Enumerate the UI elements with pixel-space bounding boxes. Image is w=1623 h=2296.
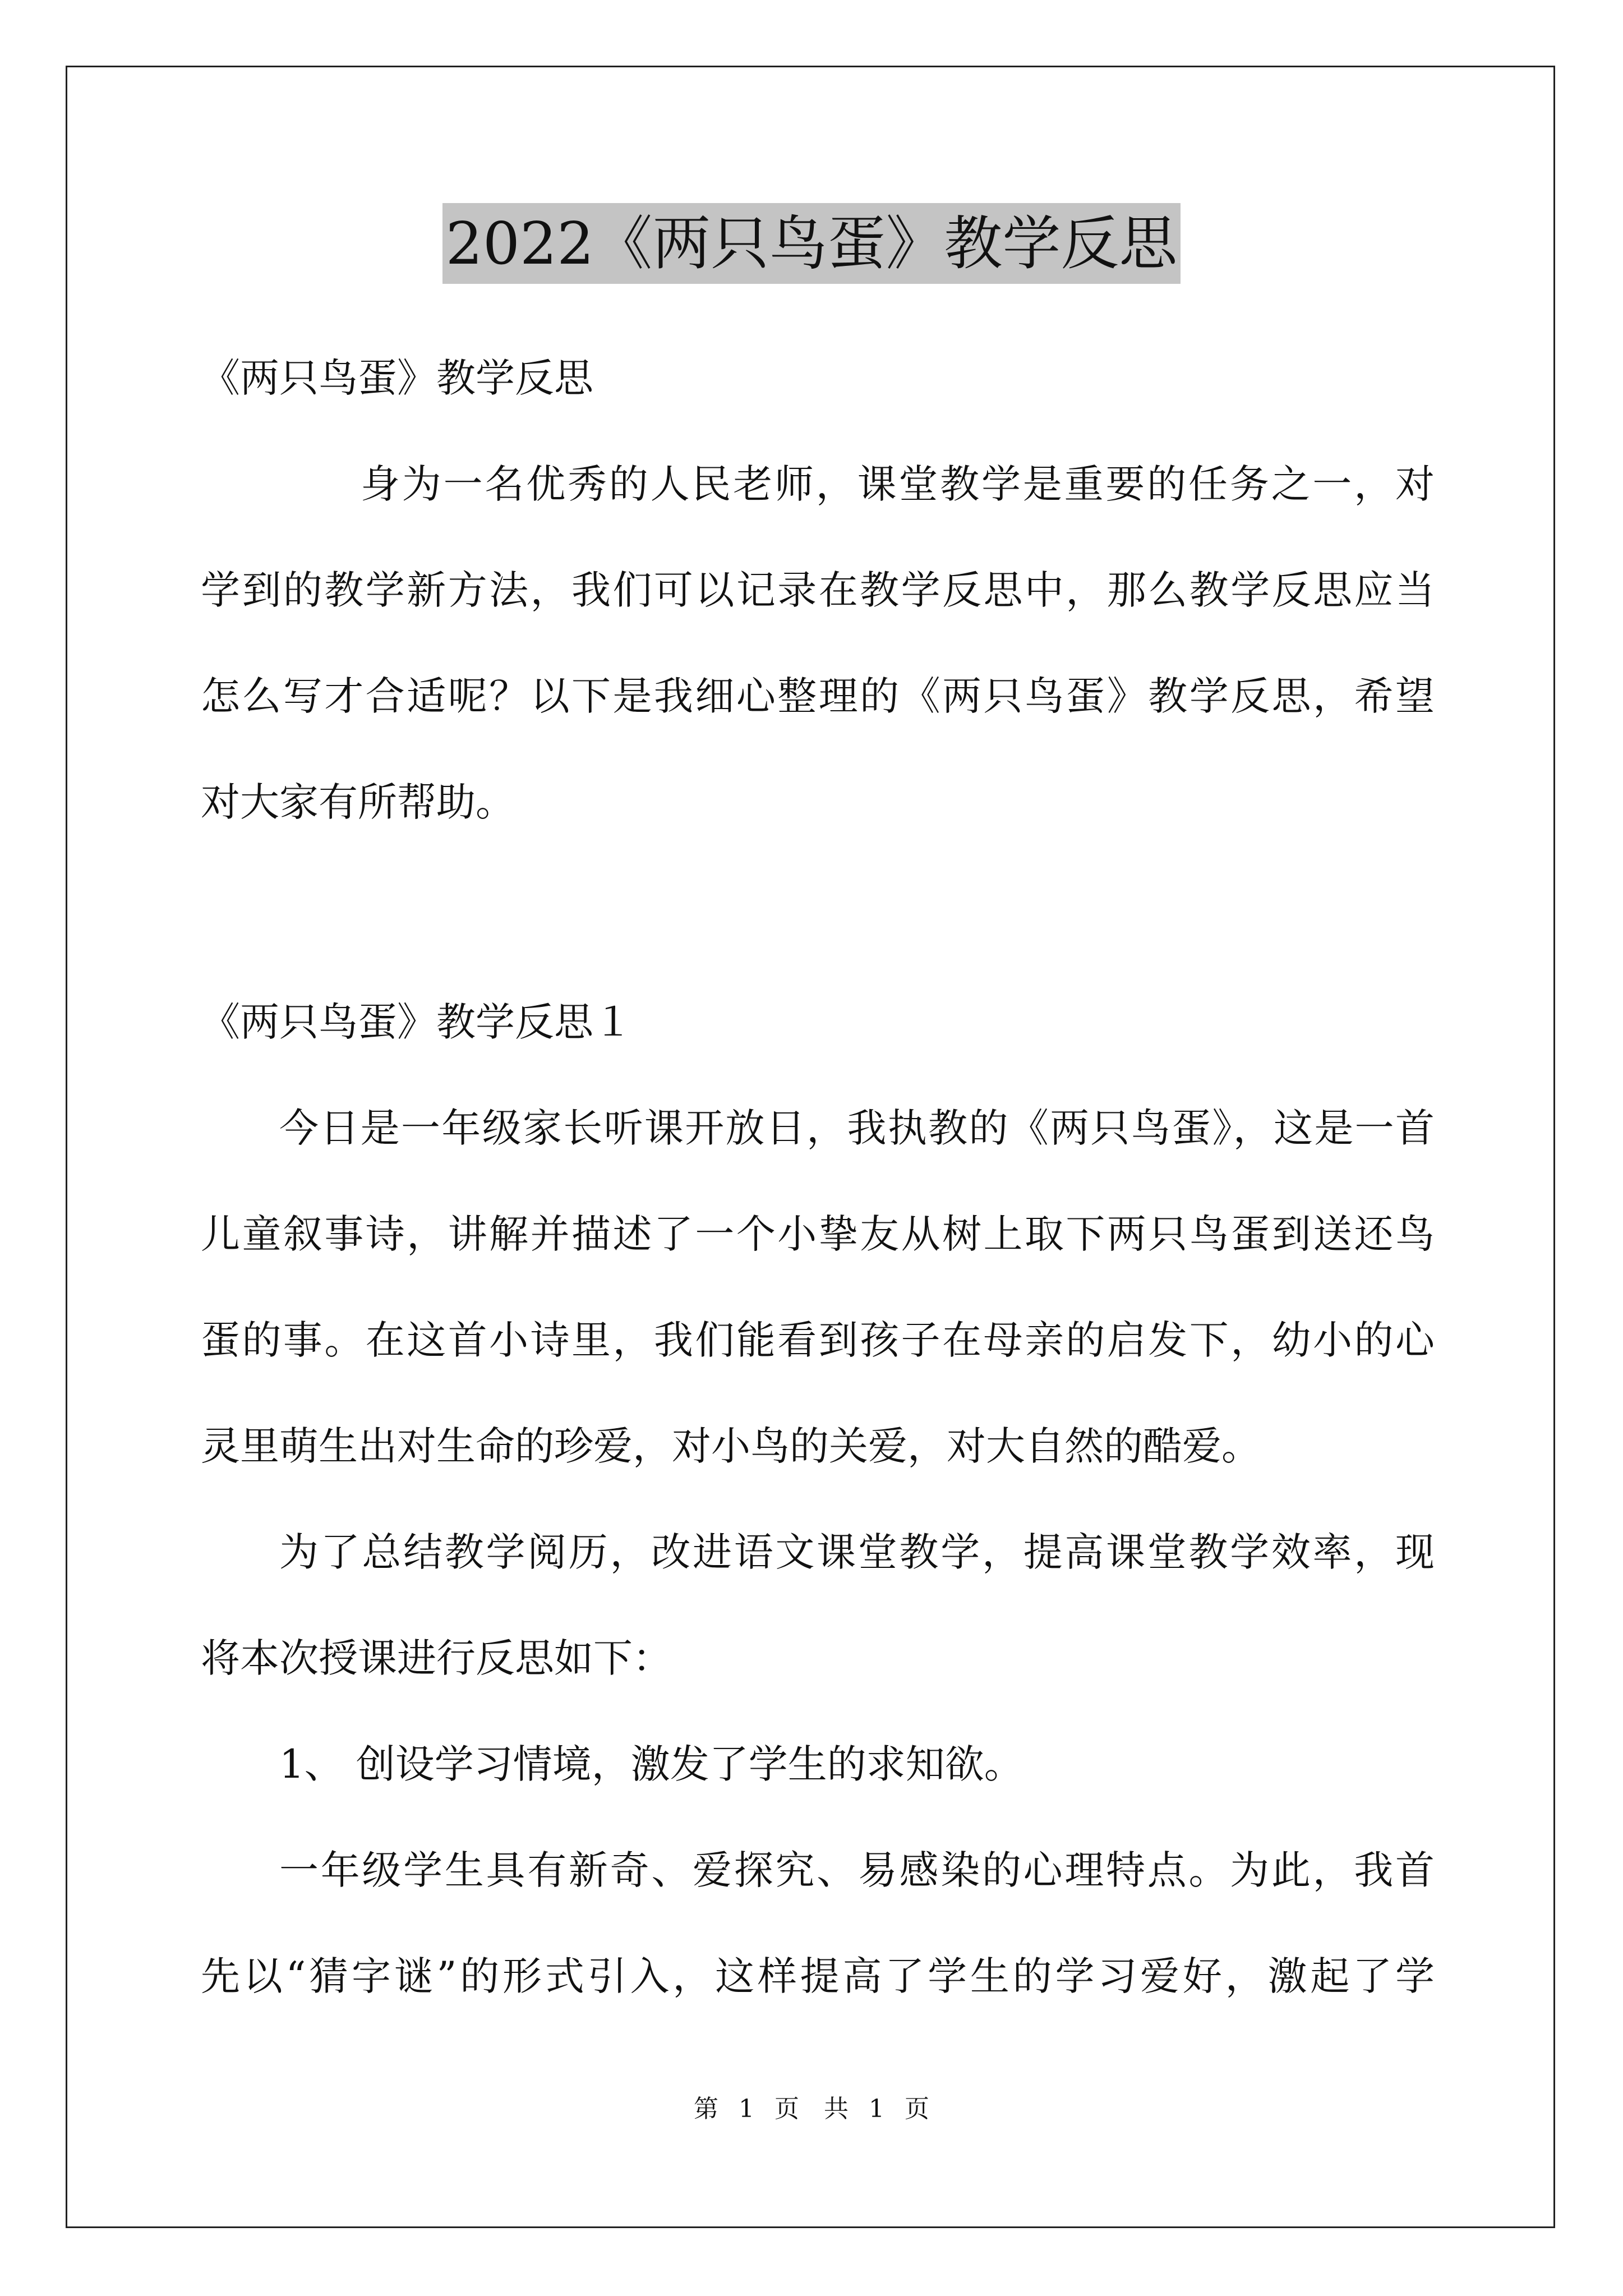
paragraph-line: 灵里萌生出对生命的珍爱，对小鸟的关爱，对大自然的酷爱。 xyxy=(201,1423,1261,1469)
paragraph-line: 蛋的事。在这首小诗里，我们能看到孩子在母亲的启发下，幼小的心 xyxy=(201,1317,1435,1363)
paragraph-line: 儿童叙事诗，讲解并描述了一个小挚友从树上取下两只鸟蛋到送还鸟 xyxy=(201,1211,1435,1257)
section-heading: 《两只鸟蛋》教学反思１ xyxy=(201,999,633,1045)
paragraph-line: 为了总结教学阅历，改进语文课堂教学，提高课堂教学效率，现 xyxy=(279,1529,1435,1575)
numbered-point: 1、 创设学习情境，激发了学生的求知欲。 xyxy=(279,1741,1023,1787)
document-title xyxy=(0,203,1623,282)
intro-line: 身为一名优秀的人民老师，课堂教学是重要的任务之一，对 xyxy=(361,461,1435,507)
page-footer: 第 1 页 共 1 页 xyxy=(694,2095,929,2123)
intro-line: 怎么写才合适呢？以下是我细心整理的《两只鸟蛋》教学反思，希望 xyxy=(201,673,1435,719)
document-title-text: 2022《两只鸟蛋》教学反思 xyxy=(442,203,1181,284)
intro-line: 学到的教学新方法，我们可以记录在教学反思中，那么教学反思应当 xyxy=(201,567,1435,613)
intro-line: 对大家有所帮助。 xyxy=(201,779,515,825)
paragraph-line: 今日是一年级家长听课开放日，我执教的《两只鸟蛋》，这是一首 xyxy=(279,1105,1435,1151)
paragraph-line: 先以“猜字谜”的形式引入，这样提高了学生的学习爱好，激起了学 xyxy=(201,1953,1435,1999)
subtitle: 《两只鸟蛋》教学反思 xyxy=(201,355,593,401)
paragraph-line: 将本次授课进行反思如下： xyxy=(201,1635,672,1681)
paragraph-line: 一年级学生具有新奇、爱探究、易感染的心理特点。为此，我首 xyxy=(279,1847,1435,1893)
